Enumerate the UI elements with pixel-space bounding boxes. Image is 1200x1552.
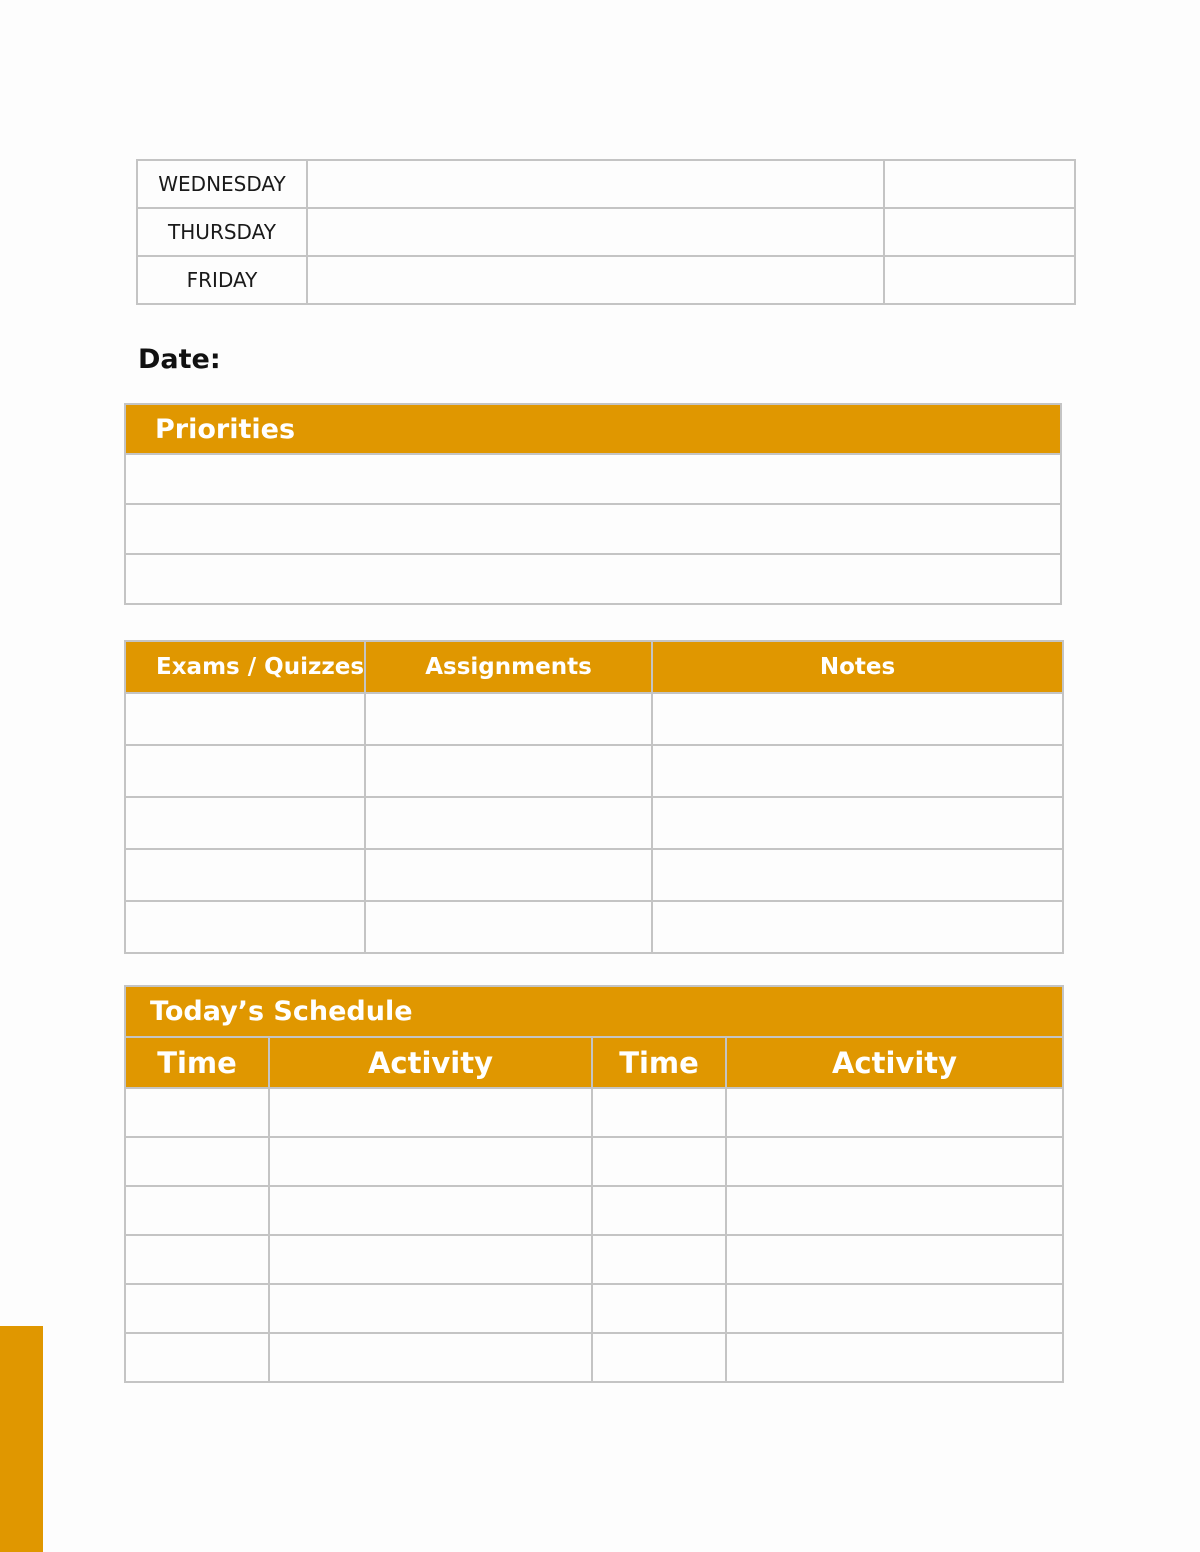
notes-header: Notes — [652, 641, 1063, 693]
time-cell[interactable] — [125, 1284, 269, 1333]
weekday-row-wednesday — [137, 160, 1075, 208]
weekday-extra-cell[interactable] — [884, 208, 1075, 256]
note-cell[interactable] — [652, 693, 1063, 745]
weekday-extra-cell[interactable] — [884, 160, 1075, 208]
weekday-entry-cell[interactable] — [307, 160, 884, 208]
accent-bar — [0, 1326, 43, 1552]
weekday-entry-cell[interactable] — [307, 208, 884, 256]
assignment-cell[interactable] — [365, 849, 652, 901]
priority-row — [125, 454, 1061, 504]
activity-cell[interactable] — [269, 1333, 592, 1382]
schedule-row — [125, 1186, 1063, 1235]
time-cell[interactable] — [125, 1186, 269, 1235]
activity-cell[interactable] — [269, 1235, 592, 1284]
time-cell[interactable] — [592, 1235, 726, 1284]
priority-entry-cell[interactable] — [125, 554, 1061, 604]
activity-cell[interactable] — [269, 1088, 592, 1137]
weekday-entry-cell[interactable] — [307, 256, 884, 304]
exam-cell[interactable] — [125, 901, 365, 953]
schedule-row — [125, 1333, 1063, 1382]
weekday-label: FRIDAY — [137, 256, 307, 304]
task-row — [125, 849, 1063, 901]
activity-cell[interactable] — [269, 1137, 592, 1186]
weekday-label: WEDNESDAY — [137, 160, 307, 208]
time-cell[interactable] — [125, 1333, 269, 1382]
assignment-cell[interactable] — [365, 745, 652, 797]
schedule-row — [125, 1235, 1063, 1284]
priority-entry-cell[interactable] — [125, 454, 1061, 504]
time-cell[interactable] — [125, 1137, 269, 1186]
priority-row — [125, 554, 1061, 604]
task-row — [125, 901, 1063, 953]
activity-cell[interactable] — [269, 1284, 592, 1333]
schedule-table — [124, 985, 1064, 1383]
assignment-cell[interactable] — [365, 901, 652, 953]
priorities-header: Priorities — [125, 404, 1061, 454]
exam-cell[interactable] — [125, 797, 365, 849]
task-row — [125, 693, 1063, 745]
schedule-title: Today’s Schedule — [125, 986, 1063, 1037]
note-cell[interactable] — [652, 849, 1063, 901]
activity-cell[interactable] — [726, 1137, 1063, 1186]
time-cell[interactable] — [125, 1235, 269, 1284]
time-cell[interactable] — [592, 1088, 726, 1137]
schedule-row — [125, 1137, 1063, 1186]
exam-cell[interactable] — [125, 693, 365, 745]
time-cell[interactable] — [592, 1137, 726, 1186]
activity-cell[interactable] — [726, 1186, 1063, 1235]
weekday-extra-cell[interactable] — [884, 256, 1075, 304]
activity-cell[interactable] — [726, 1235, 1063, 1284]
weekday-row-thursday — [137, 208, 1075, 256]
priority-entry-cell[interactable] — [125, 504, 1061, 554]
date-label: Date: — [138, 344, 221, 375]
weekday-label: THURSDAY — [137, 208, 307, 256]
note-cell[interactable] — [652, 901, 1063, 953]
exams-quizzes-header: Exams / Quizzes — [125, 641, 365, 693]
activity-header: Activity — [269, 1037, 592, 1088]
note-cell[interactable] — [652, 745, 1063, 797]
exam-cell[interactable] — [125, 849, 365, 901]
exam-cell[interactable] — [125, 745, 365, 797]
time-header: Time — [592, 1037, 726, 1088]
assignment-cell[interactable] — [365, 797, 652, 849]
task-row — [125, 797, 1063, 849]
schedule-row — [125, 1284, 1063, 1333]
activity-header: Activity — [726, 1037, 1063, 1088]
weekday-table — [136, 159, 1076, 305]
activity-cell[interactable] — [269, 1186, 592, 1235]
activity-cell[interactable] — [726, 1284, 1063, 1333]
time-header: Time — [125, 1037, 269, 1088]
tasks-table — [124, 640, 1064, 954]
assignments-header: Assignments — [365, 641, 652, 693]
activity-cell[interactable] — [726, 1088, 1063, 1137]
time-cell[interactable] — [592, 1284, 726, 1333]
time-cell[interactable] — [592, 1186, 726, 1235]
priorities-table — [124, 403, 1062, 605]
time-cell[interactable] — [125, 1088, 269, 1137]
priority-row — [125, 504, 1061, 554]
time-cell[interactable] — [592, 1333, 726, 1382]
weekday-row-friday — [137, 256, 1075, 304]
assignment-cell[interactable] — [365, 693, 652, 745]
task-row — [125, 745, 1063, 797]
note-cell[interactable] — [652, 797, 1063, 849]
schedule-row — [125, 1088, 1063, 1137]
activity-cell[interactable] — [726, 1333, 1063, 1382]
